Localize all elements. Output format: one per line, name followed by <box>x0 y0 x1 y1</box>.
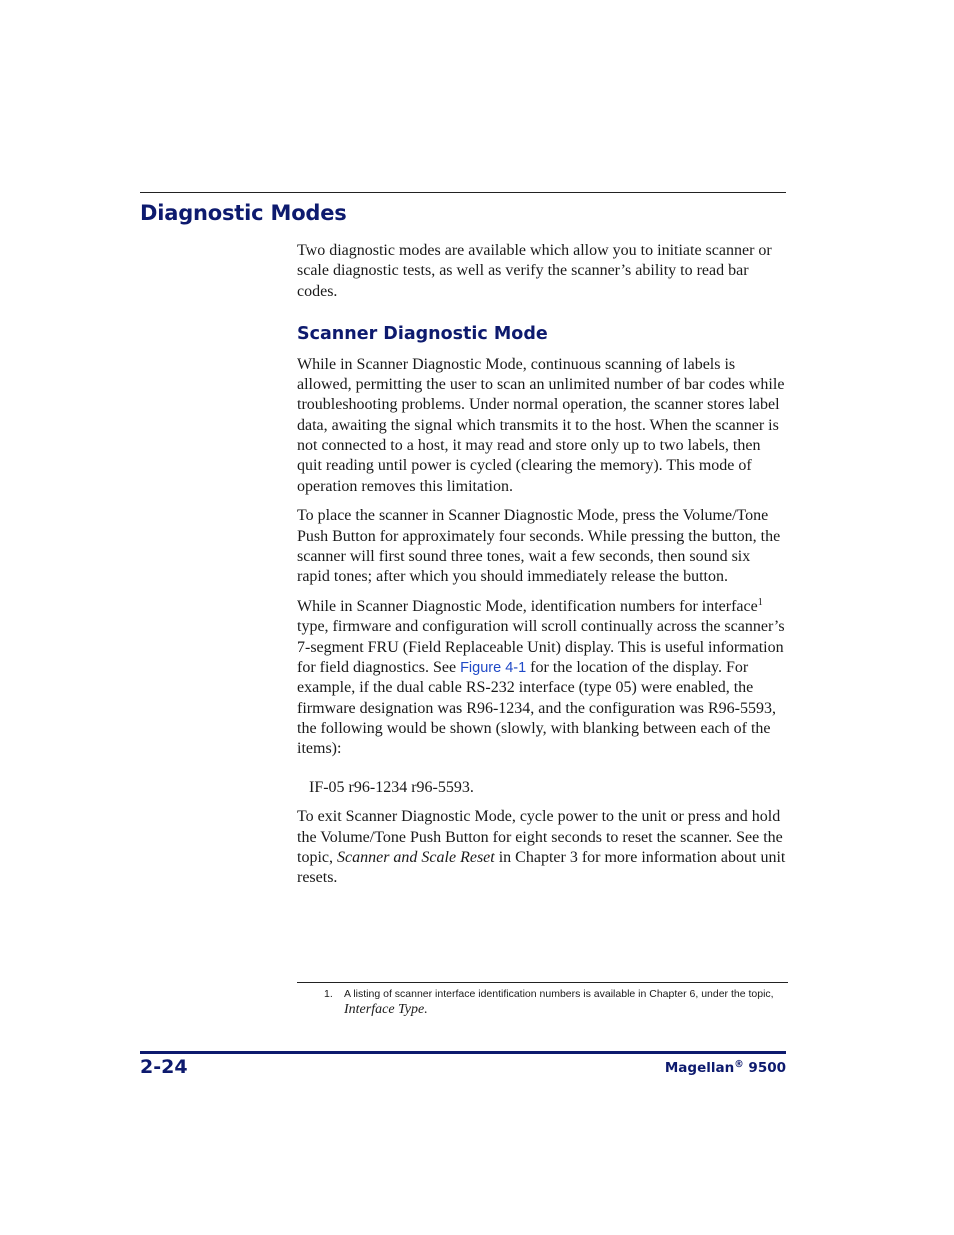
footnote-number: 1. <box>324 988 333 1000</box>
top-rule <box>140 192 786 193</box>
para4-text-b: in Chapter 3 for more information about unit resets. <box>297 848 786 887</box>
footnote-ref[interactable]: 1 <box>757 597 763 609</box>
footnote-text: A listing of scanner interface identification numbers is available in Chapter 6, under the topic, <box>344 988 774 1000</box>
para3-text-b: type, firmware and configuration will scroll continually across the scanner’s 7-segment FRU (Field Replaceable Unit) display. This is useful information for field diagnostics. See <box>297 618 785 677</box>
para4-text-a: To exit Scanner Diagnostic Mode, cycle power to the unit or press and hold the Volume/Tone Push Button for eight seconds to reset the scanner. See the topic, <box>297 808 783 866</box>
page-title: Diagnostic Modes <box>140 201 347 225</box>
intro-paragraph: Two diagnostic modes are available which allow you to initiate scanner or scale diagnostic tests, as well as verify the scanner’s ability to read bar codes. <box>297 242 772 300</box>
footnote-topic: Interface Type. <box>344 1002 428 1017</box>
example-display-output: IF-05 r96-1234 r96-5593. <box>309 778 474 796</box>
product-brand: Magellan <box>664 1060 735 1076</box>
footnote <box>324 987 788 1019</box>
para3-text-a: While in Scanner Diagnostic Mode, identification numbers for interface <box>297 598 758 616</box>
page-number: 2-24 <box>140 1056 188 1078</box>
paragraph-exit-mode <box>297 807 786 888</box>
paragraph-continuous-scanning: While in Scanner Diagnostic Mode, continuous scanning of labels is allowed, permitting the user to scan an unlimited number of bar codes while troubleshooting problems. Under normal operation, the scanner stores label data, awaiting the signal which transmits it to the host. When the scanner is not connected to a host, it may read and store only up to two labels, then quit reading until power is cycled (clearing the memory). This mode of operation removes this limitation. <box>297 355 785 495</box>
section-heading: Scanner Diagnostic Mode <box>297 323 548 344</box>
figure-link[interactable]: Figure 4-1 <box>460 660 527 677</box>
body-content <box>297 241 786 898</box>
footnote-rule <box>297 982 788 983</box>
product-model: 9500 <box>748 1060 786 1076</box>
product-name <box>665 1060 786 1076</box>
paragraph-enter-mode: To place the scanner in Scanner Diagnostic Mode, press the Volume/Tone Push Button for approximately four seconds. While pressing the button, the scanner will first sound three tones, wait a few seconds, then sound six rapid tones; after which you should immediately release the button. <box>297 507 781 586</box>
para3-text-c: for the location of the display. For example, if the dual cable RS-232 interface (type 05) were enabled, the firmware designation was R96-1234, and the configuration was R96-5593, the following would be shown (slowly, with blanking between each of the items): <box>297 659 777 758</box>
topic-reference: Scanner and Scale Reset <box>337 848 495 866</box>
registered-mark: ® <box>734 1059 744 1070</box>
paragraph-identification <box>297 597 786 759</box>
footer-rule <box>140 1051 786 1054</box>
